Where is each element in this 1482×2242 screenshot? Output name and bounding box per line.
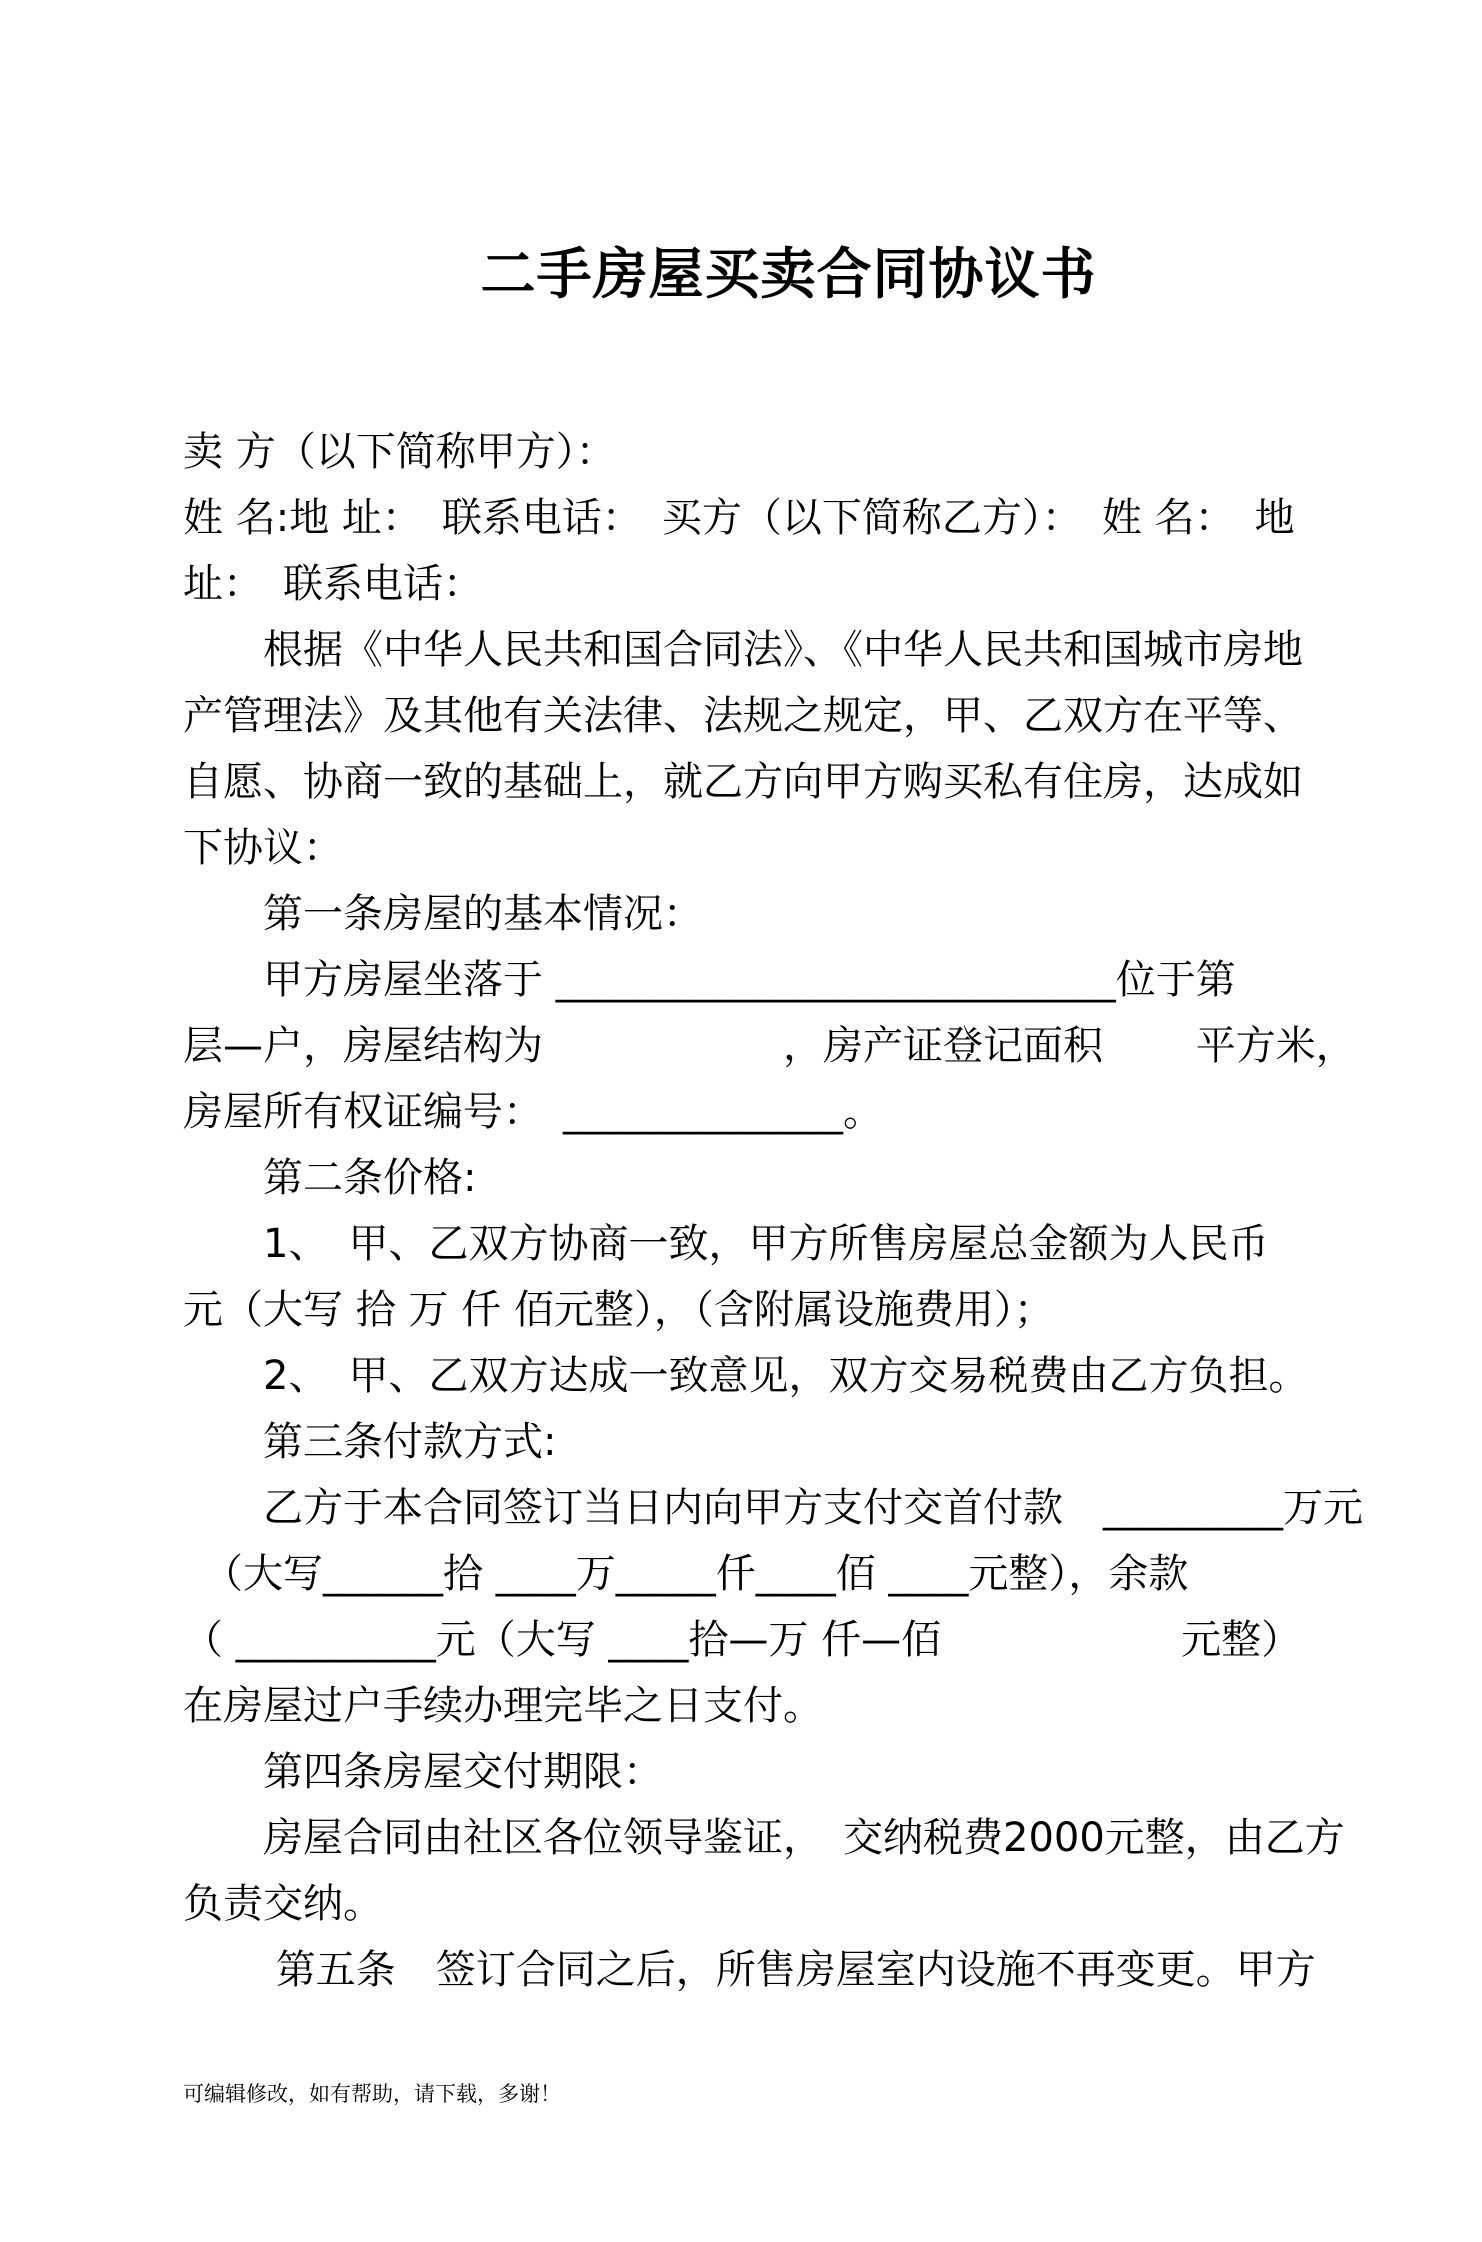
line-article-4-heading: 第四条房屋交付期限： [183,1749,663,1795]
line-article-2-heading: 第二条价格: [183,1155,477,1201]
line-payment-3: （ __________元（大写 ____拾—万 仟—佰 元整） [183,1617,1302,1663]
line-price-item-1a: 1、 甲、乙双方协商一致，甲方所售房屋总金额为人民币 [183,1221,1269,1267]
line-article-3-heading: 第三条付款方式: [183,1419,557,1465]
line-seller-label: 卖 方（以下简称甲方）： [183,429,616,475]
line-preamble-3: 自愿、协商一致的基础上，就乙方向甲方购买私有住房，达成如 [183,759,1303,805]
footer-note: 可编辑修改，如有帮助，请下载，多谢！ [183,2082,561,2106]
line-article-5: 第五条 签订合同之后，所售房屋室内设施不再变更。甲方 [183,1947,1316,1993]
line-preamble-1: 根据《中华人民共和国合同法》、《中华人民共和国城市房地 [183,627,1303,673]
line-payment-1: 乙方于本合同签订当日内向甲方支付交首付款 _________万元 [183,1485,1363,1531]
line-house-location: 甲方房屋坐落于 ____________________________位于第 [183,957,1236,1003]
line-delivery-1: 房屋合同由社区各位领导鉴证， 交纳税费2000元整，由乙方 [183,1815,1345,1861]
line-preamble-4: 下协议： [183,825,343,871]
line-preamble-2: 产管理法》及其他有关法律、法规之规定，甲、乙双方在平等、 [183,693,1303,739]
line-payment-2: （大写______拾 ____万_____仟____佰 ____元整），余款 [183,1551,1189,1597]
line-house-structure: 层—户，房屋结构为 ，房产证登记面积 平方米， [183,1023,1356,1069]
line-delivery-2: 负责交纳。 [183,1881,383,1927]
line-party-fields-2: 址： 联系电话： [183,561,483,607]
document-title: 二手房屋买卖合同协议书 [480,242,1097,306]
line-payment-4: 在房屋过户手续办理完毕之日支付。 [183,1683,823,1729]
line-price-item-1b: 元（大写 拾 万 仟 佰元整），（含附属设施费用）； [183,1287,1054,1333]
line-article-1-heading: 第一条房屋的基本情况： [183,891,703,937]
line-party-fields-1: 姓 名:地 址： 联系电话： 买方（以下简称乙方）： 姓 名： 地 [183,495,1295,541]
document-body [183,419,1394,2003]
line-ownership-cert: 房屋所有权证编号： ______________。 [183,1089,883,1135]
line-price-item-2: 2、 甲、乙双方达成一致意见，双方交易税费由乙方负担。 [183,1353,1309,1399]
